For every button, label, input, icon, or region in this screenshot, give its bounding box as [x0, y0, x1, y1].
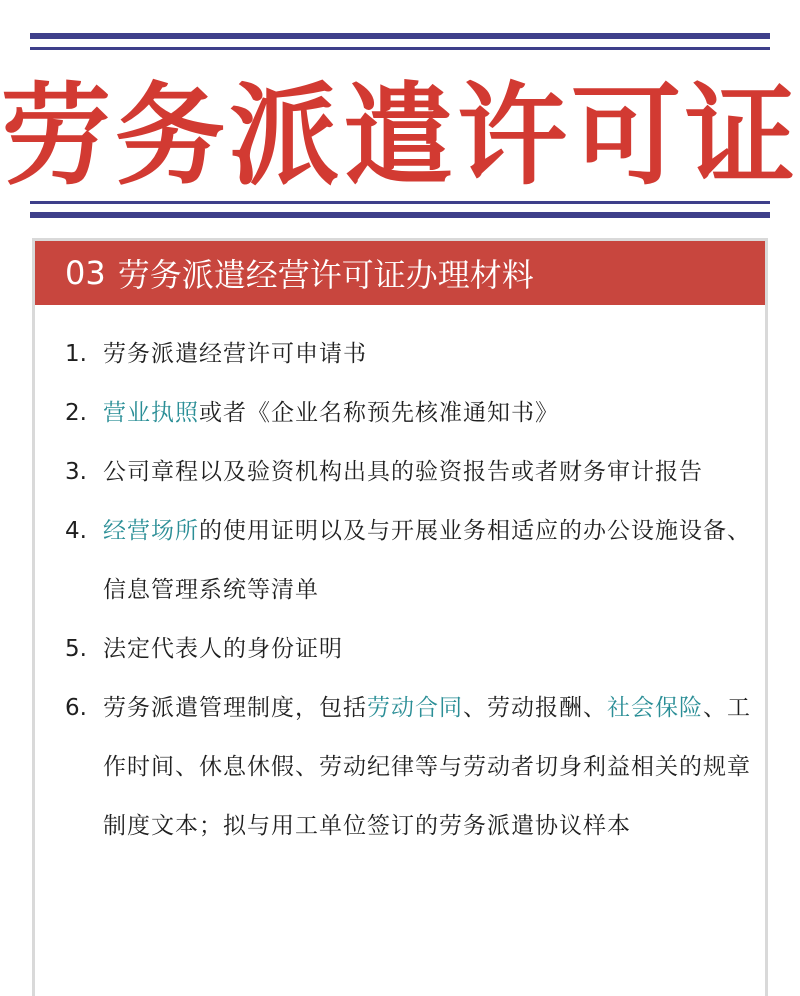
- list-item-text: [103, 443, 751, 502]
- list-item-text: [103, 325, 751, 384]
- text-segment: 、工作时间、休息休假、劳动纪律等与劳动者切身利益相关的规章制度文本；拟与用工单位签订的劳务派遣协议样本: [103, 695, 751, 839]
- text-segment: 劳务派遣管理制度，包括: [103, 695, 367, 721]
- list-item: [65, 325, 751, 384]
- text-segment: 公司章程以及验资机构出具的验资报告或者财务审计报告: [103, 459, 703, 485]
- bottom-rule-thick: [30, 212, 770, 218]
- list-item-number: 2.: [65, 400, 87, 426]
- list-item-number: 4.: [65, 518, 87, 544]
- highlighted-term: 劳动合同: [367, 695, 463, 721]
- section-header: [35, 241, 765, 305]
- list-item-number: 1.: [65, 341, 87, 367]
- text-segment: 的使用证明以及与开展业务相适应的办公设施设备、信息管理系统等清单: [103, 518, 751, 603]
- list-item-number: 3.: [65, 459, 87, 485]
- highlighted-term: 营业执照: [103, 400, 199, 426]
- list-item: [65, 620, 751, 679]
- list-item-text: [103, 502, 751, 620]
- text-segment: 法定代表人的身份证明: [103, 636, 343, 662]
- list-item: [65, 384, 751, 443]
- list-item-text: [103, 679, 751, 856]
- highlighted-term: 社会保险: [607, 695, 703, 721]
- materials-card: [32, 238, 768, 996]
- text-segment: 或者《企业名称预先核准通知书》: [199, 400, 559, 426]
- list-item-text: [103, 620, 751, 679]
- text-segment: 劳务派遣经营许可申请书: [103, 341, 367, 367]
- top-rule-thick: [30, 33, 770, 39]
- list-item-number: 6.: [65, 695, 87, 721]
- bottom-rule-thin: [30, 201, 770, 204]
- list-item: [65, 502, 751, 620]
- list-item: [65, 679, 751, 856]
- section-number: 03: [65, 254, 106, 292]
- highlighted-term: 经营场所: [103, 518, 199, 544]
- list-item: [65, 443, 751, 502]
- page-title: 劳务派遣许可证: [1, 72, 799, 200]
- materials-list: [65, 325, 751, 856]
- list-item-text: [103, 384, 751, 443]
- text-segment: 、劳动报酬、: [463, 695, 607, 721]
- section-heading: 劳务派遣经营许可证办理材料: [117, 256, 534, 294]
- list-item-number: 5.: [65, 636, 87, 662]
